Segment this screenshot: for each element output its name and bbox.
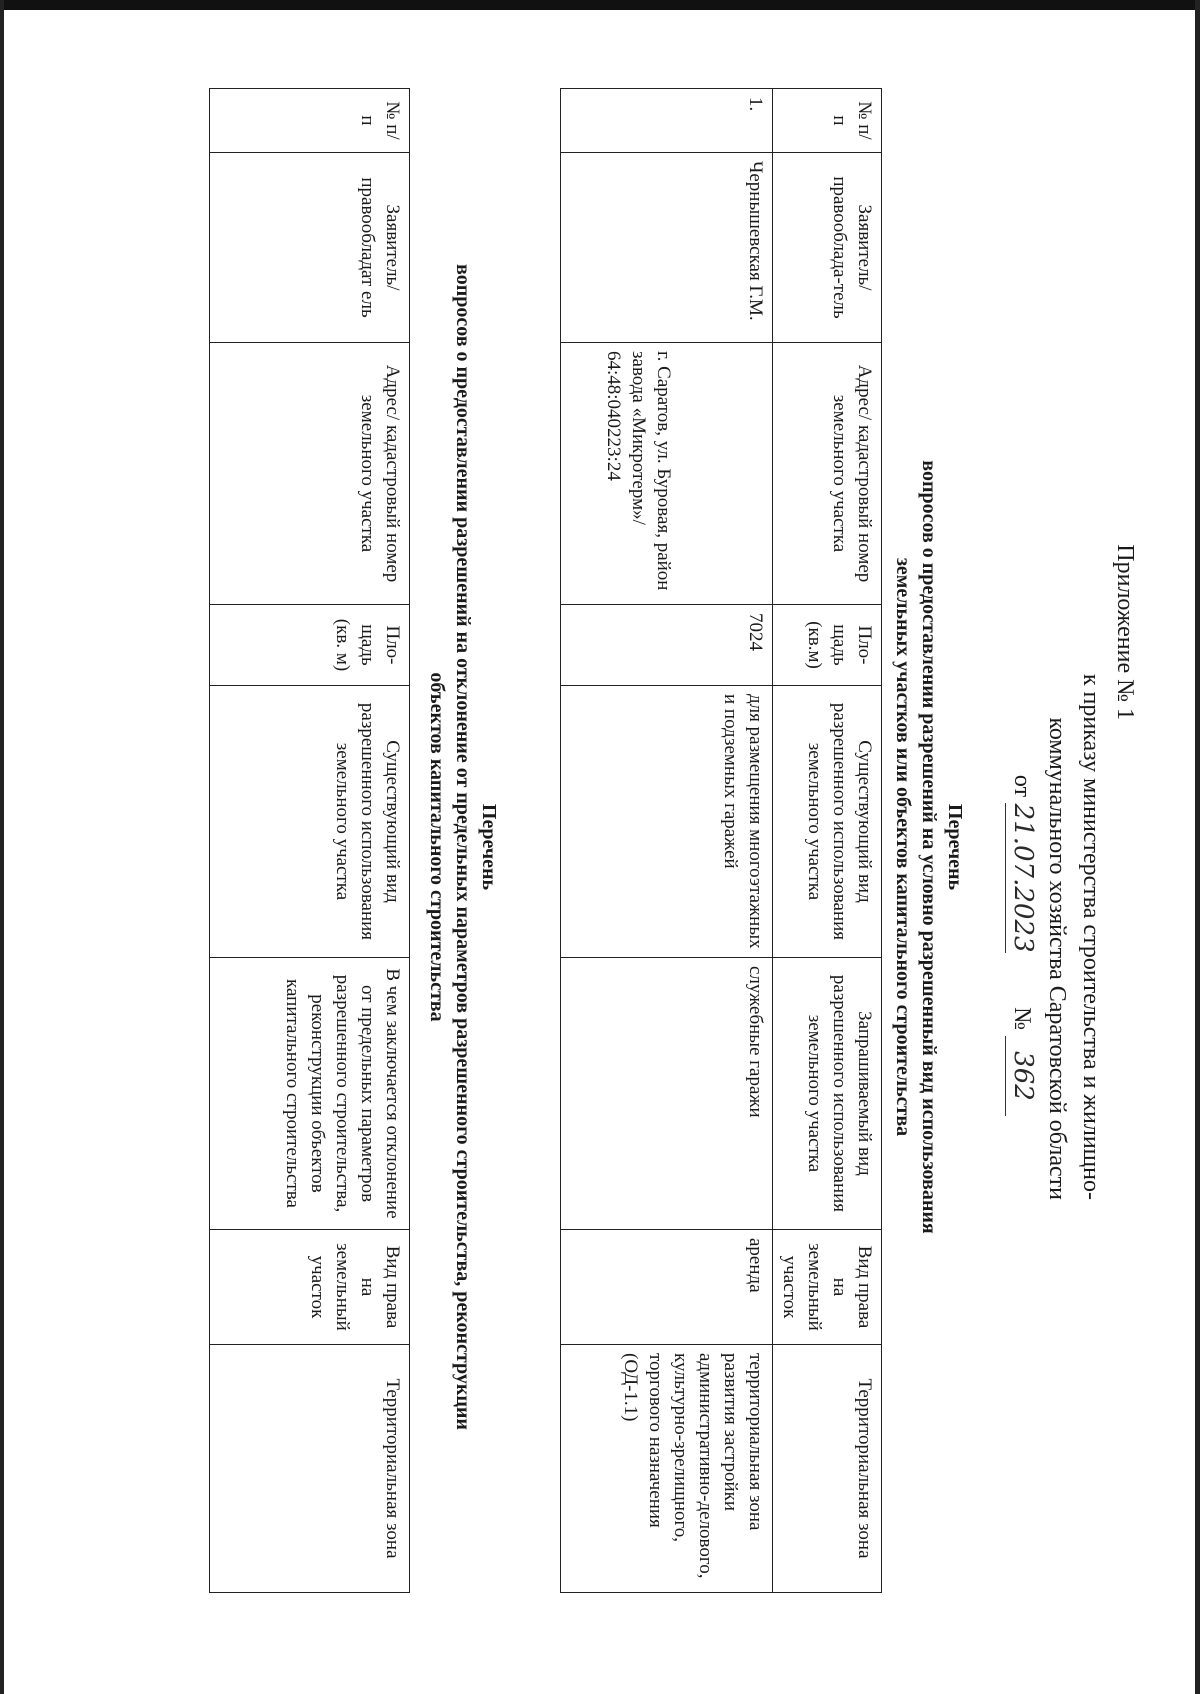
col2-area: Пло-щадь (кв. м): [210, 605, 410, 686]
col-requested-use: Запрашиваемый вид разрешенного использования земельного участка: [773, 958, 882, 1230]
from-label: от: [1009, 774, 1035, 798]
table1-header-row: [773, 89, 882, 1593]
list1-heading: Перечень: [944, 803, 966, 891]
row-zone: территориальная зона развития застройки административно-делового, культурно-зрелищного, торгового назначения (ОД-1.1): [561, 1345, 773, 1593]
col2-address: Адрес/ кадастровый номер земельного участка: [210, 343, 410, 605]
col2-existing-use: Существующий вид разрешенного использования земельного участка: [210, 686, 410, 958]
number-label: №: [1009, 1007, 1035, 1030]
list2-subheading-line1: вопросов о предоставлении разрешений на отклонение от предельных параметров разрешенного строительства, реконструкции: [452, 264, 474, 1430]
row-applicant: Чернышевская Г.М.: [561, 153, 773, 343]
col2-right-type: Вид права на земельный участок: [210, 1230, 410, 1345]
table-row: [561, 89, 773, 1593]
col2-num: № п/п: [210, 89, 410, 153]
handwritten-number: 362: [1005, 1036, 1040, 1116]
table2-header-row: [210, 89, 410, 1593]
col2-zone: Территориальная зона: [210, 1345, 410, 1593]
handwritten-date: 21.07.2023: [1005, 803, 1040, 953]
row-area: 7024: [561, 605, 773, 686]
deviation-table: [209, 88, 410, 1593]
col-applicant: Заявитель/ правооблада-тель: [773, 153, 882, 343]
col-zone: Территориальная зона: [773, 1345, 882, 1593]
row-right-type: аренда: [561, 1230, 773, 1345]
list1-subheading-line2: земельных участков или объектов капитального строительства: [892, 557, 914, 1137]
col-address: Адрес/ кадастровый номер земельного участка: [773, 343, 882, 605]
col-area: Пло-щадь (кв.м): [773, 605, 882, 686]
conditional-use-table: [560, 88, 882, 1593]
col-num: № п/п: [773, 89, 882, 153]
row-existing-use: для размещения многоэтажных и подземных гаражей: [561, 686, 773, 958]
row-num: 1.: [561, 89, 773, 153]
appendix-date-line: [1005, 775, 1040, 1200]
appendix-line1: к приказу министерства строительства и жилищно-: [1078, 673, 1104, 1200]
col-existing-use: Существующий вид разрешенного использования земельного участка: [773, 686, 882, 958]
list1-subheading-line1: вопросов о предоставлении разрешений на условно разрешенный вид использования: [918, 460, 940, 1234]
col2-deviation: В чем заключается отклонение от предельных параметров разрешенного строительства, реконструкции объектов капитального строительства: [210, 958, 410, 1230]
col-right-type: Вид права на земельный участок: [773, 1230, 882, 1345]
appendix-line2: коммунального хозяйства Саратовской области: [1044, 717, 1070, 1200]
row-requested-use: служебные гаражи: [561, 958, 773, 1230]
row-address: г. Саратов, ул. Буровая, район завода «Микротерм»/ 64:48:040223:24: [561, 343, 773, 605]
list2-subheading-line2: объектов капитального строительства: [426, 672, 448, 1022]
appendix-title: Приложение № 1: [1112, 544, 1138, 720]
list2-heading: Перечень: [478, 803, 500, 891]
appendix-header: [1002, 100, 1142, 1200]
col2-applicant: Заявитель/ правообладат ель: [210, 153, 410, 343]
